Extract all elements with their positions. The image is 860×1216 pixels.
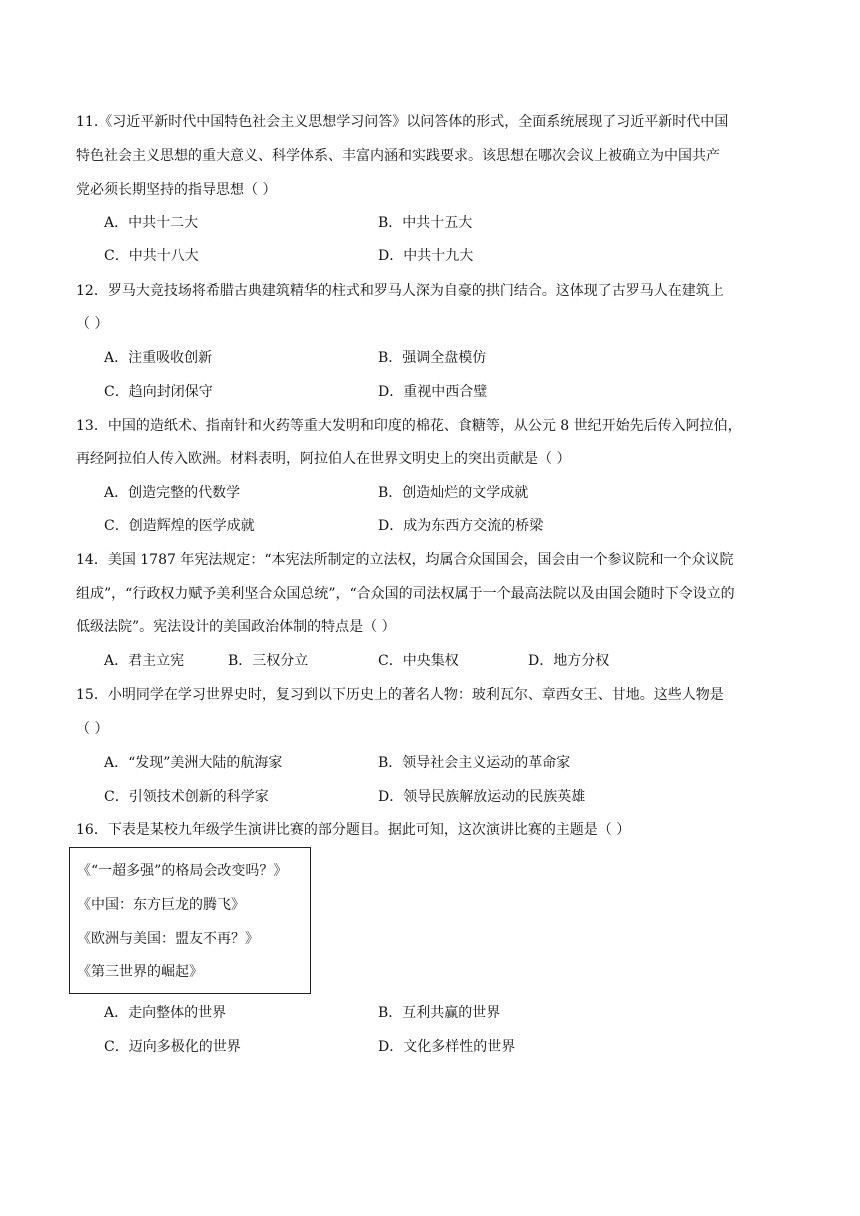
q11-option-d[interactable]: D．中共十九大 (378, 248, 474, 264)
topic-item: 《第三世界的崛起》 (77, 964, 203, 980)
q15-option-c[interactable]: C．引领技术创新的科学家 (104, 789, 269, 805)
q16-option-b[interactable]: B．互利共赢的世界 (378, 1005, 501, 1021)
q14-stem-line-2: 组成”，“行政权力赋予美利坚合众国总统”，“合众国的司法权属于一个最高法院以及由国会随时下令设立的 (76, 586, 735, 602)
q15-option-a[interactable]: A．“发现”美洲大陆的航海家 (104, 755, 283, 771)
q16-option-a[interactable]: A．走向整体的世界 (104, 1005, 227, 1021)
q13-stem-line-2: 再经阿拉伯人传入欧洲。材料表明，阿拉伯人在世界文明史上的突出贡献是（ ） (76, 451, 571, 467)
q12-option-a[interactable]: A．注重吸收创新 (104, 350, 213, 366)
q11-stem-line-2: 特色社会主义思想的重大意义、科学体系、丰富内涵和实践要求。该思想在哪次会议上被确立为中国共产 (76, 148, 720, 164)
q16-option-c[interactable]: C．迈向多极化的世界 (104, 1039, 241, 1055)
q12-option-c[interactable]: C．趋向封闭保守 (104, 384, 213, 400)
q11-option-a[interactable]: A．中共十二大 (104, 215, 199, 231)
speech-topics-table (69, 847, 311, 994)
q14-option-a[interactable]: A．君主立宪 (104, 653, 185, 669)
q16-stem-line-1: 16．下表是某校九年级学生演讲比赛的部分题目。据此可知，这次演讲比赛的主题是（ ） (76, 822, 631, 838)
q15-option-d[interactable]: D．领导民族解放运动的民族英雄 (378, 789, 586, 805)
q13-option-c[interactable]: C．创造辉煌的医学成就 (104, 518, 255, 534)
topic-item: 《中国：东方巨龙的腾飞》 (77, 897, 245, 913)
q11-option-c[interactable]: C．中共十八大 (104, 248, 199, 264)
q11-option-b[interactable]: B．中共十五大 (378, 215, 473, 231)
topic-item: 《“一超多强”的格局会改变吗？》 (77, 863, 288, 879)
q14-option-c[interactable]: C．中央集权 (378, 653, 459, 669)
q16-option-d[interactable]: D．文化多样性的世界 (378, 1039, 516, 1055)
q13-option-b[interactable]: B．创造灿烂的文学成就 (378, 485, 529, 501)
q11-stem-line-1: 11.《习近平新时代中国特色社会主义思想学习问答》以问答体的形式，全面系统展现了习近平新时代中国 (76, 114, 729, 130)
topic-item: 《欧洲与美国：盟友不再？》 (77, 931, 259, 947)
q12-option-d[interactable]: D．重视中西合璧 (378, 384, 488, 400)
q15-stem-line-2: （ ） (76, 721, 109, 737)
q13-option-a[interactable]: A．创造完整的代数学 (104, 485, 241, 501)
q15-option-b[interactable]: B．领导社会主义运动的革命家 (378, 755, 571, 771)
q15-stem-line-1: 15．小明同学在学习世界史时，复习到以下历史上的著名人物：玻利瓦尔、章西女王、甘地。这些人物是 (76, 687, 724, 703)
q11-stem-line-3: 党必须长期坚持的指导思想（ ） (76, 182, 277, 198)
q13-option-d[interactable]: D．成为东西方交流的桥梁 (378, 518, 544, 534)
q14-option-b[interactable]: B．三权分立 (228, 653, 309, 669)
q12-option-b[interactable]: B．强调全盘模仿 (378, 350, 487, 366)
q14-option-d[interactable]: D．地方分权 (528, 653, 610, 669)
q12-stem-line-2: （ ） (76, 316, 109, 332)
q14-stem-line-1: 14．美国 1787 年宪法规定：“本宪法所制定的立法权，均属合众国国会，国会由一个参议院和一个众议院 (76, 552, 734, 568)
q13-stem-line-1: 13．中国的造纸术、指南针和火药等重大发明和印度的棉花、食糖等，从公元 8 世纪开始先后传入阿拉伯， (76, 418, 742, 434)
q14-stem-line-3: 低级法院”。宪法设计的美国政治体制的特点是（ ） (76, 619, 396, 635)
q12-stem-line-1: 12．罗马大竞技场将希腊古典建筑精华的柱式和罗马人深为自豪的拱门结合。这体现了古罗马人在建筑上 (76, 283, 724, 299)
